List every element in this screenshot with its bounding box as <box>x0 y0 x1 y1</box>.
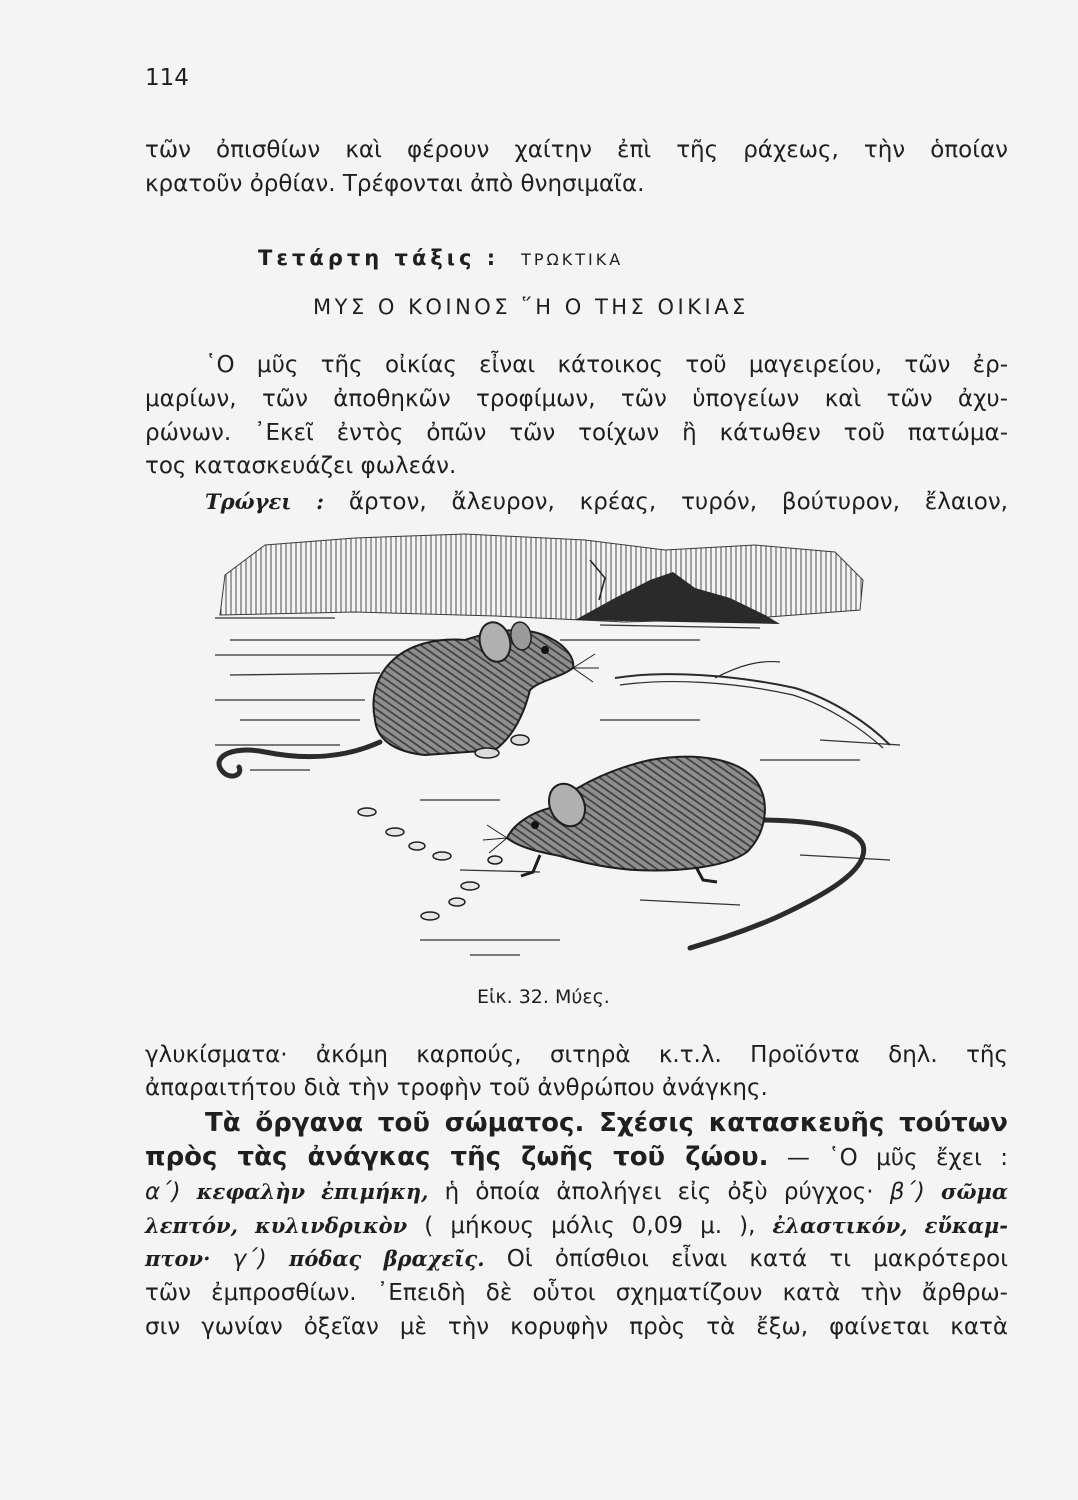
hatched-wall <box>220 534 863 622</box>
diet-continued-line: ἀπαραιτήτου διὰ τὴν τροφὴν τοῦ ἀνθρώπου ἀνάγκης. <box>145 1075 768 1101</box>
mouse-whiskers <box>483 825 507 853</box>
organs-line <box>145 1242 1008 1276</box>
whisker <box>487 825 507 838</box>
seed <box>421 912 439 920</box>
seed <box>433 852 451 860</box>
organs-heading: Τὰ ὄργανα τοῦ σώματος. Σχέσις κατασκευῆς τούτων <box>205 1108 1008 1138</box>
mouse-eye <box>541 646 549 654</box>
mouse-paw <box>475 748 499 758</box>
order-heading-label: Τετάρτη τάξις : <box>258 246 500 270</box>
item-marker: β΄) <box>889 1179 925 1205</box>
item-term: λεπτόν, κυλινδρικὸν <box>145 1213 408 1238</box>
habitat-line: ρώνων. ᾿Εκεῖ ἐντὸς ὀπῶν τῶν τοίχων ἢ κάτωθεν τοῦ πατώμα- <box>145 420 1008 446</box>
whisker <box>483 838 507 840</box>
item-term: πτον· <box>145 1246 211 1271</box>
diet-label: Τρώγει : <box>205 489 324 514</box>
floor-stroke <box>800 855 890 860</box>
floor-stroke <box>460 870 540 872</box>
stick <box>615 662 890 748</box>
item-marker: γ΄) <box>232 1246 267 1272</box>
item-term: σῶμα <box>941 1179 1009 1204</box>
diet-text: ἄρτον, ἄλευρον, κρέας, τυρόν, βούτυρον, ἔλαιον, <box>348 489 1008 515</box>
order-heading <box>258 244 623 274</box>
intro-line: κρατοῦν ὀρθίαν. Τρέφονται ἀπὸ θνησιμαῖα. <box>145 171 645 197</box>
stick-stroke <box>615 674 890 745</box>
seed <box>386 828 404 836</box>
page-number: 114 <box>145 65 189 91</box>
whisker <box>573 668 593 682</box>
whisker <box>573 654 595 668</box>
mouse-tail <box>219 742 380 776</box>
mouse-sitting <box>219 619 599 776</box>
item-text: Οἱ ὀπίσθιοι εἶναι κατά τι μακρότεροι <box>506 1246 1009 1272</box>
organs-heading-line <box>145 1140 1008 1174</box>
intro-line: τῶν ὀπισθίων καὶ φέρουν χαίτην ἐπὶ τῆς ράχεως, τὴν ὁποίαν <box>145 137 1008 163</box>
seed <box>449 898 465 906</box>
item-term: πόδας βραχεῖς. <box>289 1246 485 1271</box>
organs-line: τῶν ἐμπροσθίων. ᾿Επειδὴ δὲ οὗτοι σχηματίζουν κατὰ τὴν ἄρθρω- <box>145 1280 1008 1306</box>
mouse-walking <box>483 757 864 948</box>
organs-heading: πρὸς τὰς ἀνάγκας τῆς ζωῆς τοῦ ζώου. <box>145 1142 769 1172</box>
mice-illustration <box>195 520 910 970</box>
whisker <box>489 838 507 853</box>
diet-continued-line: γλυκίσματα· ἀκόμη καρπούς, σιτηρὰ κ.τ.λ. Προϊόντα δηλ. τῆς <box>145 1042 1008 1068</box>
seed <box>409 842 425 850</box>
figure-caption: Εἰκ. 32. Μύες. <box>477 986 610 1008</box>
floor-stroke <box>600 625 760 628</box>
stick-branch <box>715 662 780 678</box>
mouse-eye <box>531 821 539 829</box>
seed <box>358 808 376 816</box>
species-heading: ΜΥΣ Ο ΚΟΙΝΟΣ ῞Η Ο ΤΗΣ ΟΙΚΙΑΣ <box>313 295 749 319</box>
organs-line <box>145 1175 1008 1209</box>
organs-lead: — ῾Ο μῦς ἔχει : <box>786 1145 1008 1171</box>
item-text: ἡ ὁποία ἀπολήγει εἰς ὀξὺ ρύγχος· <box>444 1179 874 1205</box>
seed <box>488 856 502 864</box>
floor-stroke <box>230 673 380 675</box>
order-heading-name: ΤΡΩΚΤΙΚΑ <box>521 250 624 269</box>
item-term: κεφαλὴν ἐπιμήκη, <box>196 1179 429 1204</box>
mouse-whiskers <box>573 654 599 682</box>
mouse-body <box>507 757 765 871</box>
mouse-paw <box>511 735 529 745</box>
floor-stroke <box>640 900 740 905</box>
habitat-line: ῾Ο μῦς τῆς οἰκίας εἶναι κάτοικος τοῦ μαγειρείου, τῶν ἐρ- <box>205 352 1008 378</box>
mouse-leg <box>521 855 540 876</box>
organs-line: σιν γωνίαν ὀξεῖαν μὲ τὴν κορυφὴν πρὸς τὰ ἔξω, φαίνεται κατὰ <box>145 1314 1008 1340</box>
seeds <box>358 808 502 920</box>
item-text: ( μήκους μόλις 0,09 μ. ), <box>424 1213 756 1239</box>
organs-heading-line <box>205 1106 1008 1140</box>
seed <box>461 882 479 890</box>
habitat-line: μαρίων, τῶν ἀποθηκῶν τροφίμων, τῶν ὑπογείων καὶ τῶν ἀχυ- <box>145 386 1008 412</box>
habitat-line: τος κατασκευάζει φωλεάν. <box>145 453 457 479</box>
organs-line <box>145 1209 1008 1243</box>
stick-stroke <box>620 682 883 748</box>
diet-line <box>205 485 1008 519</box>
item-term: ἐλαστικόν, εὔκαμ- <box>772 1213 1008 1238</box>
item-marker: α΄) <box>145 1179 181 1205</box>
